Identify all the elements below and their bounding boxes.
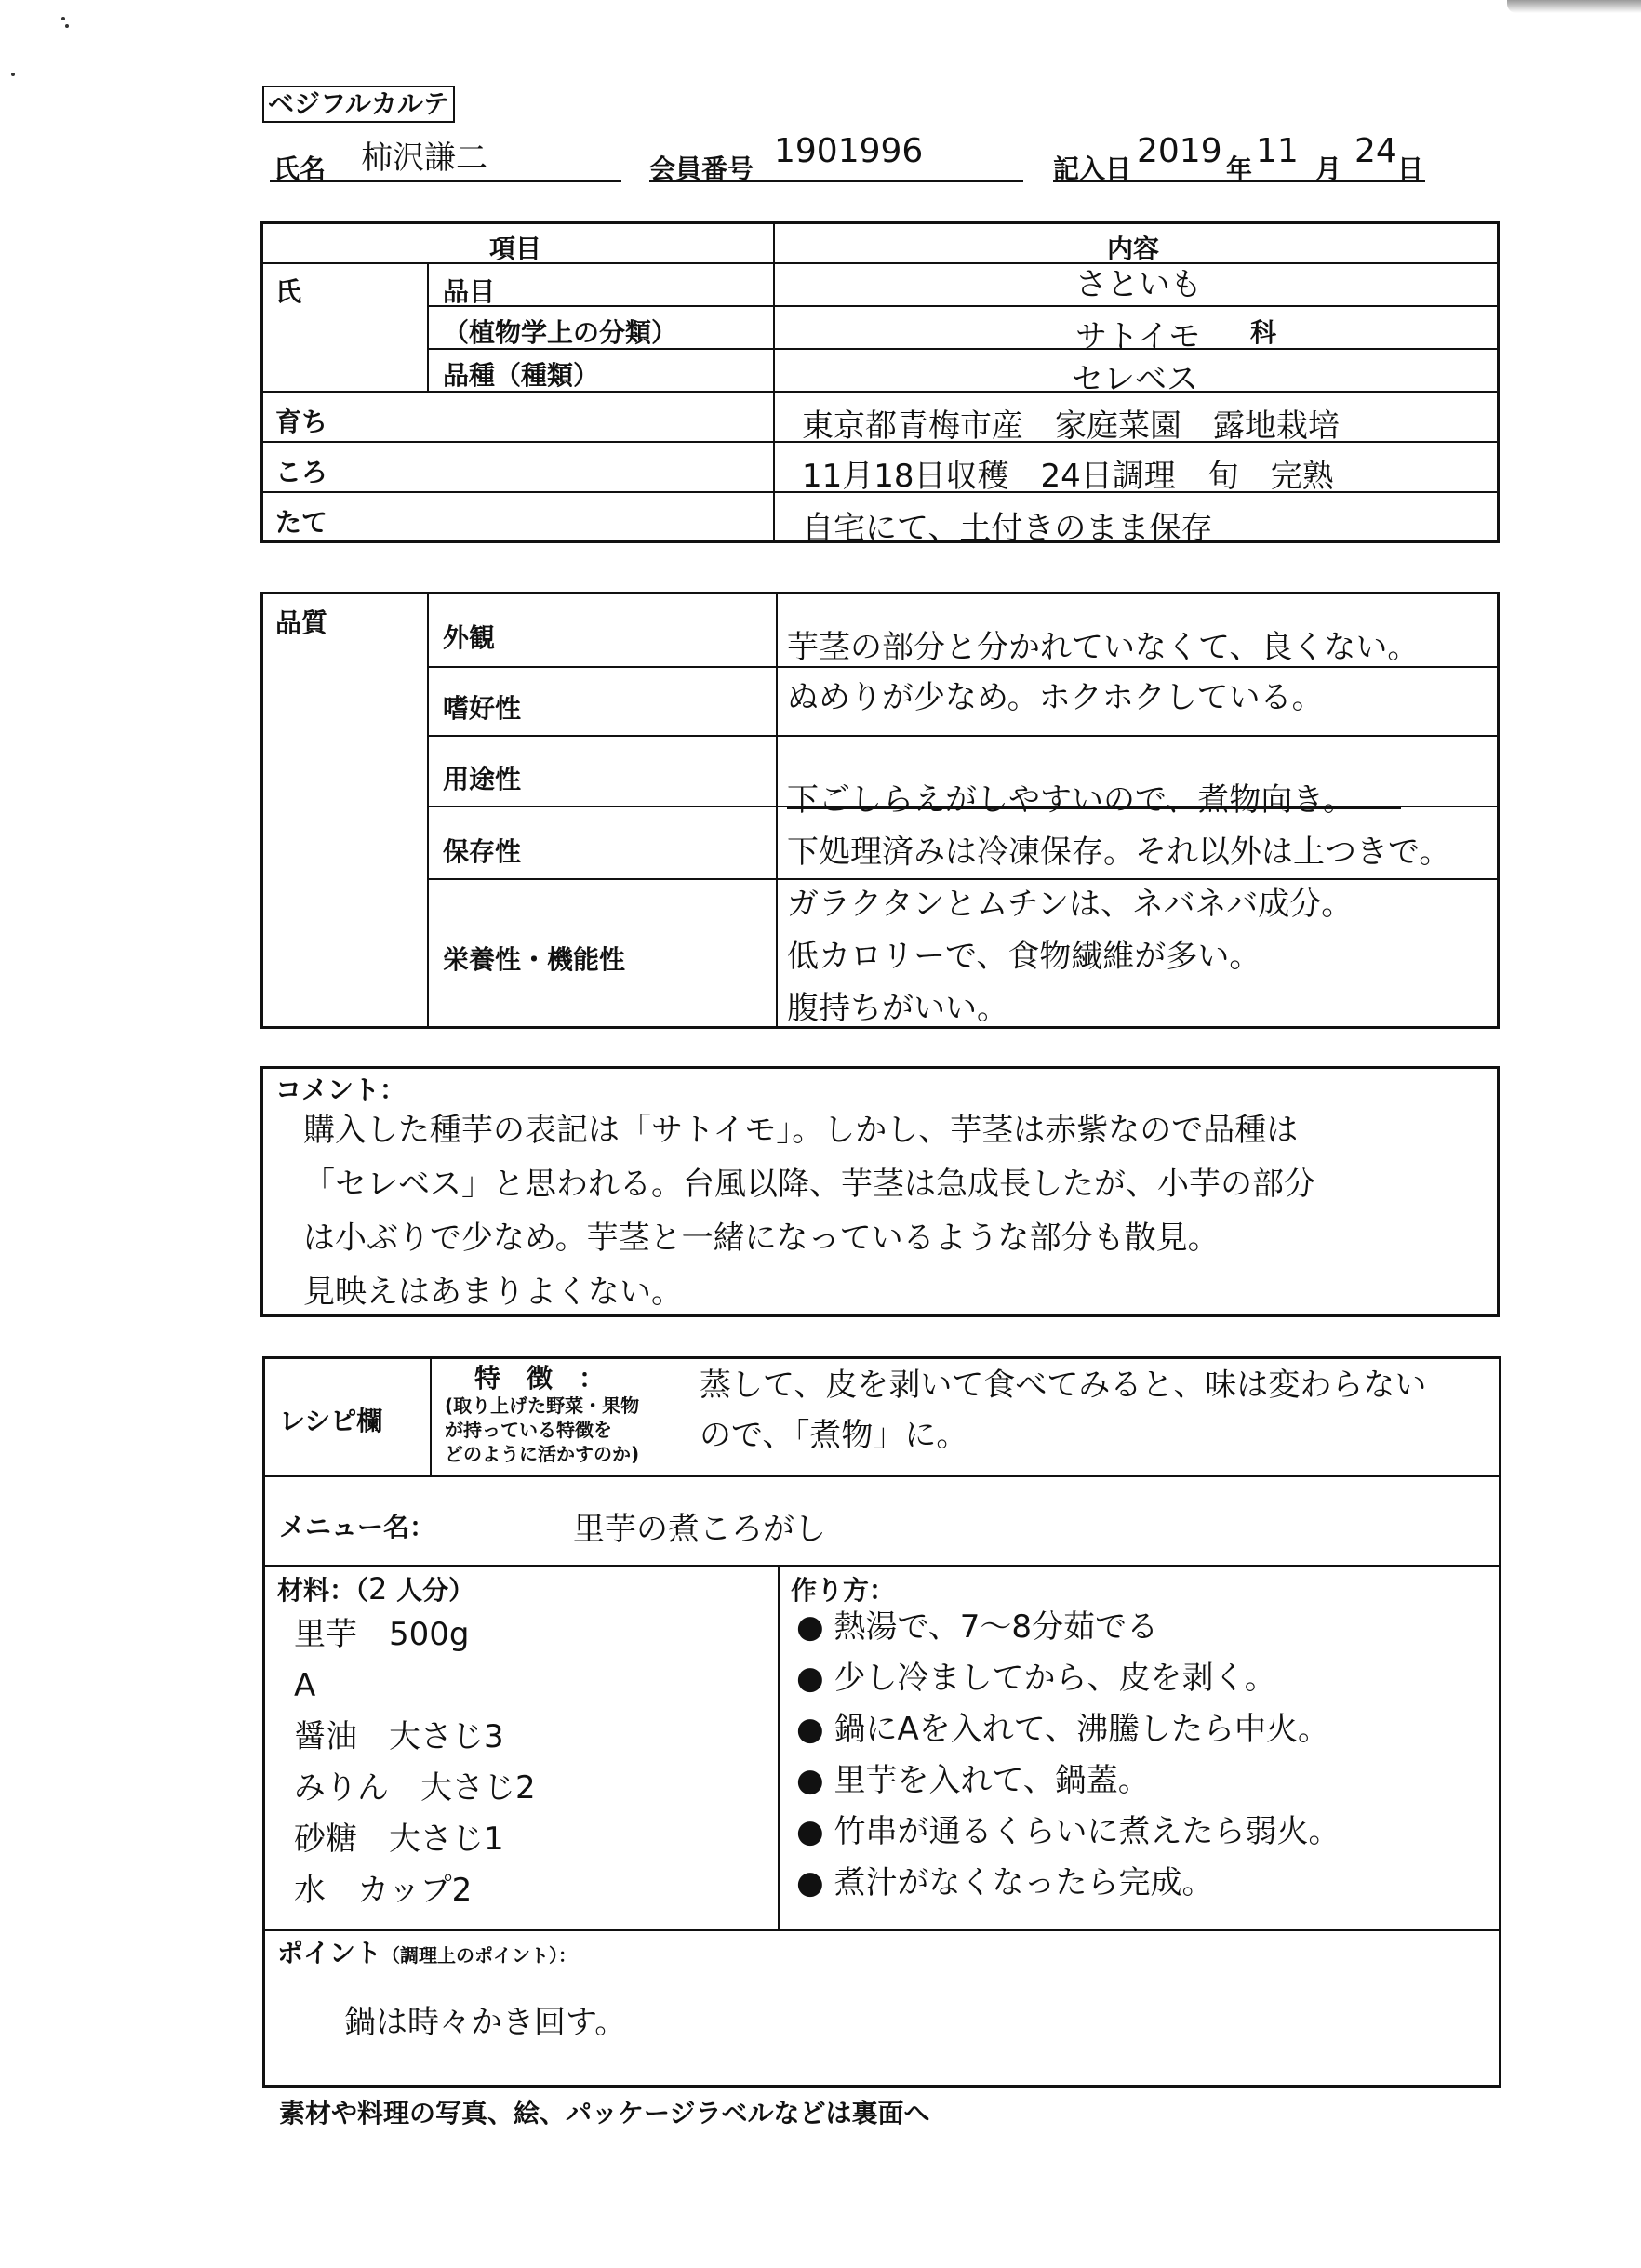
- hinshu-value: セレベス: [1072, 361, 1198, 398]
- tate-label: たて: [275, 507, 328, 538]
- point-label-main: ポイント: [277, 1938, 382, 1968]
- shikou-value: ぬめりが少なめ。ホクホクしている。: [787, 679, 1324, 716]
- ingredients-label: [277, 1570, 474, 1608]
- entry-month: 11: [1256, 132, 1299, 170]
- hozon-label: 保存性: [443, 836, 522, 867]
- recipe-col-divider: [430, 1356, 432, 1475]
- method-steps: [796, 1602, 1340, 1909]
- bullet-icon: ●: [796, 1660, 834, 1697]
- feature-sub-line: が持っている特徴を: [445, 1419, 612, 1441]
- menu-label: メニュー名：: [279, 1512, 436, 1542]
- bullet-icon: ●: [796, 1813, 834, 1850]
- row-line: [262, 1929, 1501, 1931]
- method-step: ● 熱湯で、7〜8分茹でる: [796, 1608, 1159, 1646]
- row-line: [262, 1475, 1501, 1477]
- hozon-value: 下処理済みは冷凍保存。それ以外は土つきで。: [787, 834, 1451, 871]
- gaikan-label: 外観: [443, 622, 496, 653]
- uji-label: 氏: [275, 276, 302, 307]
- member-underline: [649, 180, 1023, 182]
- method-step: ● 鍋にAを入れて、沸騰したら中火。: [796, 1711, 1330, 1748]
- comment-line: 見映えはあまりよくない。: [303, 1274, 683, 1311]
- scan-speck: [61, 17, 65, 20]
- quality-label: 品質: [275, 607, 328, 638]
- quality-col-divider: [776, 592, 778, 1029]
- method-step: ● 少し冷ましてから、皮を剥く。: [796, 1660, 1276, 1697]
- method-step: ● 里芋を入れて、鍋蓋。: [796, 1762, 1150, 1799]
- entry-day: 24: [1354, 132, 1397, 170]
- day-label: 日: [1397, 153, 1424, 184]
- bullet-icon: ●: [796, 1762, 834, 1799]
- row-line: [260, 262, 1500, 264]
- ingredient-item: A: [294, 1667, 316, 1704]
- member-label: 会員番号: [649, 153, 754, 184]
- feature-title: 特 徴 ：: [474, 1363, 606, 1394]
- row-line: [262, 1565, 1501, 1567]
- eiyou-label: 栄養性・機能性: [443, 944, 626, 975]
- footer-note: 素材や料理の写真、絵、パッケージラベルなどは裏面へ: [279, 2098, 930, 2128]
- bullet-icon: ●: [796, 1711, 834, 1748]
- method-step: ● 煮汁がなくなったら完成。: [796, 1864, 1214, 1901]
- quality-col-divider: [427, 592, 429, 1029]
- point-label-sub: （調理上のポイント）：: [381, 1944, 578, 1967]
- feature-line: 蒸して、皮を剥いて食べてみると、味は変わらない: [700, 1367, 1427, 1404]
- bullet-icon: ●: [796, 1864, 834, 1901]
- ingredient-item: 砂糖 大さじ1: [294, 1821, 504, 1858]
- name-underline: [270, 180, 621, 182]
- hinmoku-label: 品目: [443, 276, 496, 307]
- month-label: 月: [1315, 153, 1342, 184]
- point-label: [277, 1933, 577, 1970]
- bunrui-value: サトイモ: [1075, 318, 1201, 355]
- feature-sub: [445, 1394, 639, 1466]
- row-line: [427, 305, 1500, 307]
- col-content-header: 内容: [1107, 233, 1160, 264]
- comment-text: [303, 1103, 1315, 1319]
- method-step: ● 竹串が通るくらいに煮えたら弱火。: [796, 1813, 1341, 1850]
- hinmoku-value: さといも: [1075, 266, 1202, 303]
- page-edge-shadow: [1507, 0, 1641, 13]
- scan-speck: [11, 73, 15, 76]
- youto-value: 下ごしらえがしやすいので、煮物向き。: [787, 781, 1354, 819]
- point-value: 鍋は時々かき回す。: [344, 2004, 627, 2041]
- tate-value: 自宅にて、土付きのまま保存: [802, 510, 1213, 547]
- feature-sub-line: どのように活かすのか): [445, 1443, 640, 1465]
- youto-underline: [787, 807, 1401, 809]
- comment-label: コメント：: [275, 1074, 407, 1105]
- entry-year: 2019: [1137, 132, 1222, 170]
- feature-sub-line: (取り上げた野菜・果物: [445, 1394, 640, 1417]
- sodachi-label: 育ち: [275, 407, 328, 437]
- eiyou-line: 腹持ちがいい。: [787, 990, 1008, 1027]
- method-label: 作り方：: [791, 1575, 896, 1606]
- ingredients-label-post: 人分）: [396, 1575, 475, 1606]
- comment-line: 購入した種芋の表記は「サトイモ」。しかし、芋茎は赤紫なので品種は: [303, 1112, 1299, 1149]
- member-value: 1901996: [774, 132, 924, 170]
- bunrui-label: （植物学上の分類）: [443, 317, 678, 348]
- entry-date-underline: [1053, 180, 1425, 182]
- sub-col-divider: [427, 262, 429, 391]
- recipe-col-divider: [778, 1565, 780, 1929]
- ingredient-item: 里芋 500g: [294, 1616, 470, 1653]
- youto-label: 用途性: [443, 764, 522, 794]
- profile-col-divider: [773, 221, 775, 543]
- ingredients-label-pre: 材料：（: [277, 1575, 369, 1606]
- eiyou-values: [787, 878, 1353, 1034]
- ingredient-item: 醤油 大さじ3: [294, 1718, 504, 1755]
- form-title: ベジフルカルテ: [262, 86, 455, 123]
- menu-value: 里芋の煮ころがし: [573, 1511, 826, 1548]
- row-line: [427, 735, 1500, 737]
- feature-line: ので、「煮物」に。: [700, 1417, 968, 1454]
- ingredient-item: 水 カップ2: [294, 1872, 473, 1909]
- koro-label: ころ: [275, 457, 328, 487]
- comment-line: 「セレベス」と思われる。台風以降、芋茎は急成長したが、小芋の部分: [303, 1166, 1315, 1203]
- eiyou-line: 低カロリーで、食物繊維が多い。: [787, 938, 1261, 975]
- scan-speck: [65, 24, 69, 28]
- name-label: 氏名: [274, 153, 327, 184]
- shikou-label: 嗜好性: [443, 693, 522, 724]
- recipe-label: レシピ欄: [279, 1406, 383, 1436]
- bunrui-unit: 科: [1250, 317, 1277, 348]
- gaikan-value: 芋茎の部分と分かれていなくて、良くない。: [787, 629, 1420, 666]
- feature-text: [700, 1360, 1426, 1461]
- ingredient-item: みりん 大さじ2: [294, 1769, 536, 1807]
- year-label: 年: [1226, 153, 1253, 184]
- col-item-header: 項目: [489, 233, 542, 264]
- servings-value: 2: [368, 1571, 388, 1607]
- eiyou-line: ガラクタンとムチンは、ネバネバ成分。: [787, 886, 1354, 923]
- koro-value: 11月18日収穫 24日調理 旬 完熟: [802, 458, 1334, 495]
- entry-date-label: 記入日: [1053, 153, 1132, 184]
- bullet-icon: ●: [796, 1608, 834, 1646]
- comment-line: は小ぶりで少なめ。芋茎と一緒になっているような部分も散見。: [303, 1220, 1220, 1257]
- name-value: 柿沢謙二: [361, 140, 487, 177]
- hinshu-label: 品種（種類）: [443, 360, 600, 391]
- sodachi-value: 東京都青梅市産 家庭菜園 露地栽培: [802, 407, 1340, 445]
- ingredients-list: [294, 1609, 536, 1916]
